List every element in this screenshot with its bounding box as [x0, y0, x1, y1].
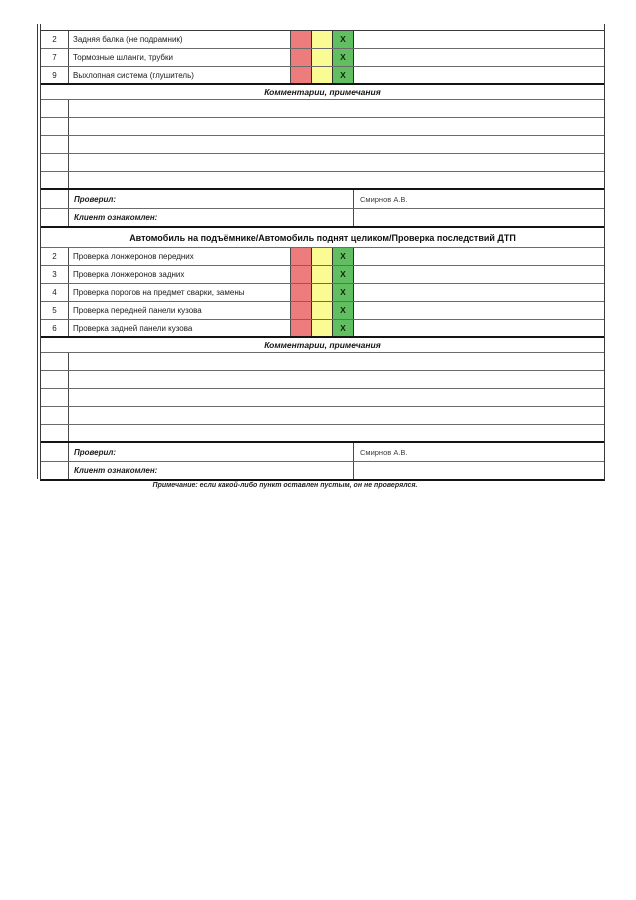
- table-row: [41, 266, 604, 284]
- item-label: Тормозные шланги, трубки: [69, 49, 291, 66]
- check-mark: X: [340, 269, 346, 280]
- empty-cell: [41, 443, 69, 461]
- inspection-form-table: [40, 30, 605, 481]
- comment-input-cell[interactable]: [69, 172, 604, 188]
- comment-row: [41, 100, 604, 118]
- item-label: Выхлопная система (глушитель): [69, 67, 291, 83]
- empty-cell: [354, 49, 604, 66]
- comments-header-row: [41, 85, 604, 100]
- checked-by-value[interactable]: Смирнов А.В.: [360, 447, 408, 457]
- table-row: [41, 49, 604, 67]
- table-row: [41, 320, 604, 338]
- client-ack-label: Клиент ознакомлен:: [69, 462, 354, 479]
- check-mark: X: [340, 69, 346, 80]
- status-cell-green[interactable]: [333, 284, 354, 301]
- empty-cell: [354, 266, 604, 283]
- table-outer-left-rule: [37, 24, 38, 479]
- section-header: [41, 228, 604, 247]
- status-cell-green[interactable]: [333, 302, 354, 319]
- client-ack-value[interactable]: [354, 209, 604, 226]
- status-cell-green[interactable]: [333, 266, 354, 283]
- comment-row: [41, 172, 604, 190]
- status-cell-yellow[interactable]: [312, 302, 333, 319]
- section-header-row: [41, 228, 604, 248]
- status-cell-yellow[interactable]: [312, 284, 333, 301]
- status-cell-green[interactable]: [333, 320, 354, 336]
- check-mark: X: [340, 322, 346, 333]
- comments-header-label: Комментарии, примечания: [264, 340, 381, 350]
- client-ack-row: [41, 462, 604, 479]
- empty-cell: [354, 320, 604, 336]
- item-number: 7: [41, 49, 69, 66]
- status-cell-red[interactable]: [291, 49, 312, 66]
- comment-row: [41, 136, 604, 154]
- item-label: Проверка порогов на предмет сварки, замены: [69, 284, 291, 301]
- empty-cell: [354, 284, 604, 301]
- comment-row: [41, 425, 604, 443]
- comment-input-cell[interactable]: [69, 389, 604, 406]
- empty-cell: [41, 462, 69, 479]
- comment-input-cell[interactable]: [69, 100, 604, 117]
- empty-cell: [354, 31, 604, 48]
- comment-index-cell: [41, 118, 69, 135]
- comment-input-cell[interactable]: [69, 118, 604, 135]
- check-mark: X: [340, 287, 346, 298]
- comment-index-cell: [41, 353, 69, 370]
- comment-row: [41, 389, 604, 407]
- item-label: Задняя балка (не подрамник): [69, 31, 291, 48]
- comment-row: [41, 154, 604, 172]
- item-number: 6: [41, 320, 69, 336]
- client-ack-label: Клиент ознакомлен:: [69, 209, 354, 226]
- empty-cell: [41, 209, 69, 226]
- status-cell-yellow[interactable]: [312, 49, 333, 66]
- checked-by-label: Проверил:: [69, 190, 354, 208]
- checked-by-row: [41, 190, 604, 209]
- status-cell-red[interactable]: [291, 31, 312, 48]
- item-number: 9: [41, 67, 69, 83]
- check-mark: X: [340, 52, 346, 63]
- item-label: Проверка лонжеронов задних: [69, 266, 291, 283]
- comment-input-cell[interactable]: [69, 407, 604, 424]
- empty-cell: [354, 67, 604, 83]
- status-cell-red[interactable]: [291, 284, 312, 301]
- comment-input-cell[interactable]: [69, 425, 604, 441]
- comment-row: [41, 118, 604, 136]
- check-mark: X: [340, 34, 346, 45]
- checked-by-label: Проверил:: [69, 443, 354, 461]
- comment-index-cell: [41, 136, 69, 153]
- comment-index-cell: [41, 371, 69, 388]
- table-row: [41, 67, 604, 85]
- status-cell-red[interactable]: [291, 67, 312, 83]
- status-cell-red[interactable]: [291, 266, 312, 283]
- status-cell-yellow[interactable]: [312, 67, 333, 83]
- item-label: Проверка задней панели кузова: [69, 320, 291, 336]
- status-cell-red[interactable]: [291, 302, 312, 319]
- client-ack-row: [41, 209, 604, 228]
- item-number: 3: [41, 266, 69, 283]
- status-cell-green[interactable]: [333, 248, 354, 265]
- item-number: 2: [41, 248, 69, 265]
- comments-header: [41, 338, 604, 352]
- status-cell-green[interactable]: [333, 31, 354, 48]
- table-row: [41, 248, 604, 266]
- comment-index-cell: [41, 154, 69, 171]
- client-ack-value[interactable]: [354, 462, 604, 479]
- comments-header-row: [41, 338, 604, 353]
- comment-index-cell: [41, 425, 69, 441]
- comment-index-cell: [41, 389, 69, 406]
- comments-header: [41, 85, 604, 99]
- item-number: 2: [41, 31, 69, 48]
- status-cell-green[interactable]: [333, 67, 354, 83]
- comment-row: [41, 407, 604, 425]
- check-mark: X: [340, 251, 346, 262]
- comment-index-cell: [41, 172, 69, 188]
- checked-by-value[interactable]: Смирнов А.В.: [360, 194, 408, 204]
- status-cell-yellow[interactable]: [312, 248, 333, 265]
- comment-input-cell[interactable]: [69, 154, 604, 171]
- status-cell-red[interactable]: [291, 320, 312, 336]
- footer-note: Примечание: если какой-либо пункт оставлен пустым, он не проверялся.: [152, 482, 418, 489]
- comment-input-cell[interactable]: [69, 371, 604, 388]
- item-label: Проверка передней панели кузова: [69, 302, 291, 319]
- table-row: [41, 302, 604, 320]
- item-number: 4: [41, 284, 69, 301]
- status-cell-yellow[interactable]: [312, 266, 333, 283]
- table-row: [41, 284, 604, 302]
- check-mark: X: [340, 305, 346, 316]
- section-title: Автомобиль на подъёмнике/Автомобиль поднят целиком/Проверка последствий ДТП: [129, 232, 516, 243]
- status-cell-red[interactable]: [291, 248, 312, 265]
- checked-by-row: [41, 443, 604, 462]
- status-cell-yellow[interactable]: [312, 31, 333, 48]
- item-number: 5: [41, 302, 69, 319]
- comment-input-cell[interactable]: [69, 353, 604, 370]
- comment-row: [41, 371, 604, 389]
- status-cell-green[interactable]: [333, 49, 354, 66]
- comment-row: [41, 353, 604, 371]
- empty-cell: [354, 302, 604, 319]
- comment-index-cell: [41, 407, 69, 424]
- comments-header-label: Комментарии, примечания: [264, 87, 381, 97]
- item-label: Проверка лонжеронов передних: [69, 248, 291, 265]
- status-cell-yellow[interactable]: [312, 320, 333, 336]
- empty-cell: [354, 248, 604, 265]
- table-row: [41, 31, 604, 49]
- comment-index-cell: [41, 100, 69, 117]
- comment-input-cell[interactable]: [69, 136, 604, 153]
- empty-cell: [41, 190, 69, 208]
